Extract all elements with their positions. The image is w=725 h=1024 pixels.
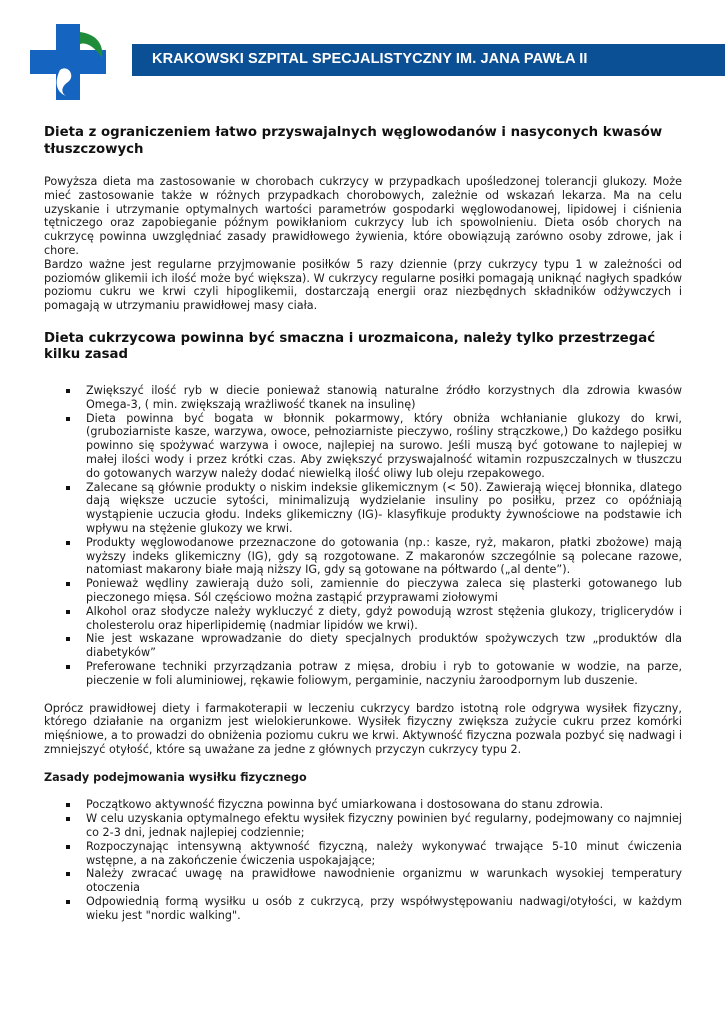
bullet-icon bbox=[66, 637, 70, 641]
document-body bbox=[44, 125, 682, 923]
bullet-icon bbox=[66, 541, 70, 545]
list-item: W celu uzyskania optymalnego efektu wysiłek fizyczny powinien być regularny, podejmowany co najmniej co 2-3 dni, jednak najlepiej codziennie; bbox=[44, 812, 682, 840]
list-item: Preferowane techniki przyrządzania potraw z mięsa, drobiu i ryb to gotowanie w wodzie, na parze, pieczenie w foli aluminiowej, rękawie foliowym, pergaminie, naczyniu żaroodpornym lub duszenie. bbox=[44, 660, 682, 688]
list-item: Ponieważ wędliny zawierają dużo soli, zamiennie do pieczywa zaleca się plasterki gotowanego lub pieczonego mięsa. Sól częściowo można zastąpić przyprawami ziołowymi bbox=[44, 577, 682, 605]
list-item: Alkohol oraz słodycze należy wykluczyć z diety, gdyż powodują wzrost stężenia glukozy, triglicerydów i cholesterolu oraz hiperlipidemię (nadmiar lipidów we krwi). bbox=[44, 605, 682, 633]
bullet-icon bbox=[66, 486, 70, 490]
bullet-icon bbox=[66, 417, 70, 421]
list-item: Początkowo aktywność fizyczna powinna być umiarkowana i dostosowana do stanu zdrowia. bbox=[44, 798, 682, 812]
bullet-icon bbox=[66, 610, 70, 614]
intro-paragraph-2: Bardzo ważne jest regularne przyjmowanie posiłków 5 razy dziennie (przy cukrzycy typu 1 w zależności od poziomów glikemii ich ilość może być większa). W cukrzycy regularne posiłki pomagają uniknąć nagłych spadków poziomu cukru we krwi czyli hipoglikemii, dostarczają energii oraz niezbędnych składników odżywczych i pomagają w utrzymaniu prawidłowej masy ciała. bbox=[44, 257, 682, 313]
exercise-rules-list bbox=[44, 798, 682, 922]
bullet-icon bbox=[66, 817, 70, 821]
list-item: Odpowiednią formą wysiłku u osób z cukrzycą, przy współwystępowaniu nadwagi/otyłości, w każdym wieku jest "nordic walking". bbox=[44, 895, 682, 923]
hospital-logo bbox=[30, 24, 106, 100]
section-exercise-title: Zasady podejmowania wysiłku fizycznego bbox=[44, 770, 307, 784]
bullet-icon bbox=[66, 872, 70, 876]
list-item: Dieta powinna być bogata w błonnik pokarmowy, który obniża wchłanianie glukozy do krwi, (gruboziarniste kasze, warzywa, owoce, pełnoziarniste pieczywo, rośliny strączkowe,) Do każdego posiłku powinno się spożywać warzywa i owoce, najlepiej na surowo. Jeśli muszą być gotowane to najlepiej w małej ilości wody i przez krótki czas. Aby zwiększyć przyswajalność witamin rozpuszczalnych w tłuszczu do gotowanych warzyw należy dodać niewielką ilość oliwy lub oleju rzepakowego. bbox=[44, 412, 682, 481]
exercise-intro-paragraph: Oprócz prawidłowej diety i farmakoterapii w leczeniu cukrzycy bardzo istotną role odgrywa wysiłek fizyczny, którego działanie na organizm jest wielokierunkowe. Wysiłek fizyczny zwiększa zużycie cukru przez komórki mięśniowe, a to prowadzi do obniżenia poziomu cukru we krwi. Aktywność fizyczna pozwala pozbyć się nadwagi i zmniejszyć otyłość, które są uważane za jedne z głównych przyczyn cukrzycy typu 2. bbox=[44, 701, 682, 756]
list-item: Zwiększyć ilość ryb w diecie ponieważ stanowią naturalne źródło korzystnych dla zdrowia kwasów Omega-3, ( min. zwiększają wrażliwość tkanek na insulinę) bbox=[44, 384, 682, 412]
section-diet-rules-title: Dieta cukrzycowa powinna być smaczna i urozmaicona, należy tylko przestrzegać kilku zasad bbox=[44, 330, 656, 363]
list-item: Należy zwracać uwagę na prawidłowe nawodnienie organizmu w warunkach wysokiej temperatury otoczenia bbox=[44, 867, 682, 895]
intro-paragraph-1: Powyższa dieta ma zastosowanie w chorobach cukrzycy w przypadkach upośledzonej tolerancji glukozy. Może mieć zastosowanie także w różnych przypadkach chorobowych, zależnie od wskazań lekarza. Ma na celu uzyskanie i utrzymanie optymalnych wartości parametrów gospodarki węglowodanowej, lipidowej i ciśnienia tętniczego oraz zapobieganie późnym powikłaniom cukrzycy lub ich spowolnieniu. Dieta osób chorych na cukrzycę powinna uwzględniać zasady prawidłowego żywienia, które obowiązują zarówno osoby zdrowe, jak i chore. bbox=[44, 175, 682, 257]
bullet-icon bbox=[66, 803, 70, 807]
bullet-icon bbox=[66, 665, 70, 669]
list-item: Rozpoczynając intensywną aktywność fizyczną, należy wykonywać trwające 5-10 minut ćwiczenia wstępne, a na zakończenie ćwiczenia uspokajające; bbox=[44, 840, 682, 868]
list-item: Zalecane są głównie produkty o niskim indeksie glikemicznym (< 50). Zawierają więcej błonnika, dlatego dają większe uczucie sytości, minimalizują wydzielanie insuliny po posiłku, przez co opóźniają wystąpienie uczucia głodu. Indeks glikemiczny (IG)- klasyfikuje produkty żywnościowe na podstawie ich wpływu na stężenie glukozy we krwi. bbox=[44, 481, 682, 536]
bullet-icon bbox=[66, 845, 70, 849]
list-item: Nie jest wskazane wprowadzanie do diety specjalnych produktów spożywczych tzw „produktów dla diabetyków” bbox=[44, 632, 682, 660]
list-item: Produkty węglowodanowe przeznaczone do gotowania (np.: kasze, ryż, makaron, płatki zbożowe) mają wyższy indeks glikemiczny (IG), gdy są rozgotowane. Z makaronów szczególnie są polecane razowe, natomiast makarony białe mają niższy IG, gdy są gotowane na półtwardo („al dente”). bbox=[44, 536, 682, 577]
bullet-icon bbox=[66, 900, 70, 904]
hospital-name: KRAKOWSKI SZPITAL SPECJALISTYCZNY IM. JANA PAWŁA II bbox=[152, 51, 588, 67]
document-title: Dieta z ograniczeniem łatwo przyswajalnych węglowodanów i nasyconych kwasów tłuszczowych bbox=[44, 125, 663, 157]
bullet-icon bbox=[66, 582, 70, 586]
bullet-icon bbox=[66, 389, 70, 393]
diet-rules-list bbox=[44, 384, 682, 688]
